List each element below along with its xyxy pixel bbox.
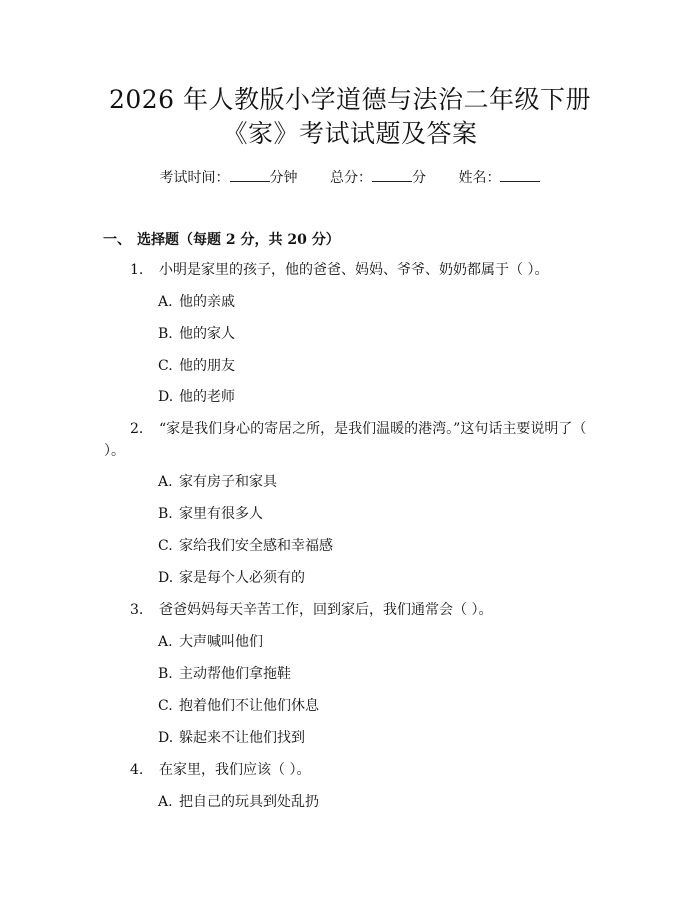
- total-score-unit: 分: [412, 170, 426, 186]
- question-number: 3.: [130, 602, 144, 618]
- question-number: 1.: [130, 262, 144, 278]
- section-heading: [103, 229, 340, 251]
- question-2-option-d: [158, 567, 305, 589]
- option-letter: A.: [158, 794, 173, 810]
- option-text: 大声喊叫他们: [179, 634, 263, 650]
- section-number: 一、: [103, 232, 131, 248]
- exam-time-label: 考试时间：: [159, 170, 230, 186]
- question-text: 爸爸妈妈每天辛苦工作，回到家后，我们通常会（ ）。: [159, 602, 493, 618]
- section-title: 选择题（每题 2 分，共 20 分）: [137, 232, 340, 248]
- question-3-option-a: [158, 631, 263, 653]
- option-letter: C.: [158, 538, 173, 554]
- total-score-label: 总分：: [330, 170, 372, 186]
- option-text: 躲起来不让他们找到: [179, 730, 305, 746]
- question-4-option-a: [158, 791, 319, 813]
- question-number: 4.: [130, 762, 144, 778]
- document-title-line2: 《家》考试试题及答案: [222, 119, 478, 148]
- option-text: 他的朋友: [179, 358, 235, 374]
- option-text: 他的亲戚: [179, 294, 235, 310]
- question-2-option-c: [158, 535, 333, 557]
- option-letter: A.: [158, 634, 173, 650]
- question-2: [104, 418, 600, 462]
- question-4: [130, 759, 310, 781]
- option-letter: D.: [158, 730, 174, 746]
- question-3: [130, 599, 492, 621]
- option-letter: A.: [158, 474, 173, 490]
- question-text: 在家里，我们应该（ ）。: [159, 762, 311, 778]
- exam-meta-line: [0, 167, 700, 189]
- option-text: 抱着他们不让他们休息: [179, 698, 319, 714]
- question-2-option-b: [158, 503, 263, 525]
- option-letter: C.: [158, 698, 173, 714]
- option-letter: B.: [158, 666, 173, 682]
- option-letter: C.: [158, 358, 173, 374]
- question-number: 2.: [130, 421, 144, 437]
- option-text: 主动帮他们拿拖鞋: [179, 666, 291, 682]
- option-letter: D.: [158, 389, 174, 405]
- document-title-line1: 2026 年人教版小学道德与法治二年级下册: [108, 85, 592, 114]
- exam-time-blank[interactable]: [230, 167, 270, 182]
- option-text: 家给我们安全感和幸福感: [179, 538, 333, 554]
- name-label: 姓名：: [458, 170, 501, 186]
- option-text: 他的家人: [179, 326, 235, 342]
- option-text: 家是每个人必须有的: [179, 570, 305, 586]
- question-1-option-b: [158, 323, 235, 345]
- option-letter: B.: [158, 506, 173, 522]
- option-text: 家里有很多人: [179, 506, 263, 522]
- question-1-option-d: [158, 386, 235, 408]
- question-1-option-c: [158, 355, 235, 377]
- question-2-option-a: [158, 471, 277, 493]
- name-blank[interactable]: [500, 167, 540, 182]
- question-1-option-a: [158, 291, 235, 313]
- name-field: [458, 167, 540, 189]
- exam-time-field: [160, 167, 298, 189]
- exam-time-unit: 分钟: [269, 170, 298, 186]
- option-letter: B.: [158, 326, 173, 342]
- total-score-field: [330, 167, 426, 189]
- option-letter: D.: [158, 570, 174, 586]
- question-1: [130, 259, 548, 281]
- option-text: 他的老师: [179, 389, 235, 405]
- question-text: “家是我们身心的寄居之所，是我们温暖的港湾。”这句话主要说明了（ ）。: [104, 421, 587, 459]
- total-score-blank[interactable]: [372, 167, 412, 182]
- question-3-option-d: [158, 727, 305, 749]
- option-letter: A.: [158, 294, 173, 310]
- question-3-option-c: [158, 695, 319, 717]
- option-text: 家有房子和家具: [179, 474, 277, 490]
- question-text: 小明是家里的孩子，他的爸爸、妈妈、爷爷、奶奶都属于（ ）。: [159, 262, 549, 278]
- option-text: 把自己的玩具到处乱扔: [179, 794, 319, 810]
- question-3-option-b: [158, 663, 291, 685]
